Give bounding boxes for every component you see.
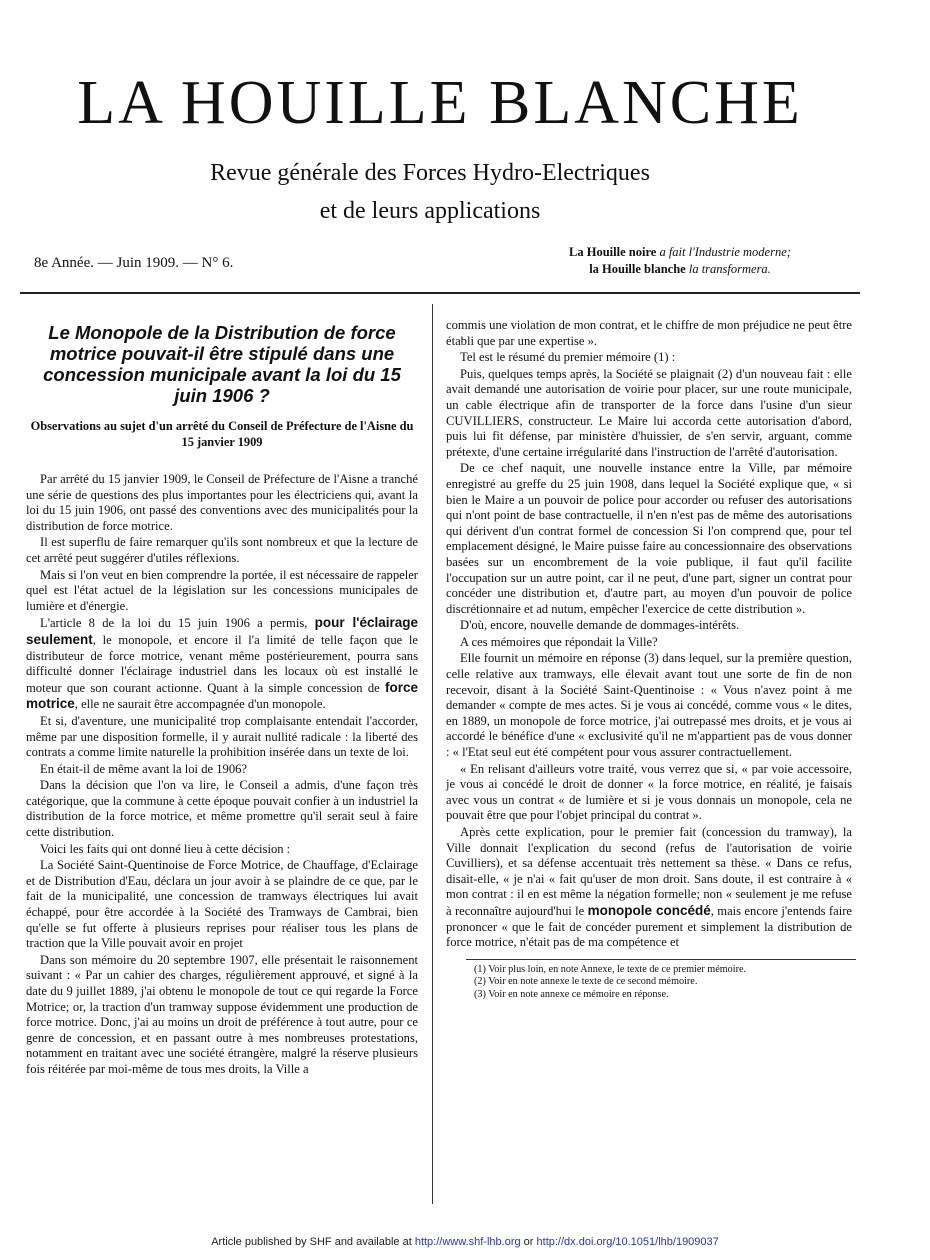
- masthead-subtitle-line1: Revue générale des Forces Hydro-Electriques: [210, 160, 650, 186]
- text-run: , elle ne saurait être accompagnée d'un monopole.: [74, 697, 326, 712]
- motto-line2-rest: la transformera.: [685, 262, 771, 276]
- paragraph: Et si, d'aventure, une municipalité trop complaisante entendait l'accorder, même par une disposition formelle, il y aurait nullité radicale : la liberté des contrats a comme limite naturelle la prohibition insérée dans un texte de loi.: [26, 713, 418, 760]
- text-run: , mais encore j'entends faire prononcer « que le fait de concéder purement et simplement la distribution de force motrice, n'était pas de ma compétence et: [446, 903, 852, 950]
- article-observations: Observations au sujet d'un arrêté du Conseil de Préfecture de l'Aisne du 15 janvier 1909: [30, 419, 414, 449]
- motto-line1-rest: a fait l'Industrie moderne;: [656, 245, 791, 259]
- motto-line2-bold: la Houille blanche: [589, 262, 686, 276]
- issue-label: 8e Année. — Juin 1909. — N° 6.: [34, 255, 234, 271]
- paragraph: D'où, encore, nouvelle demande de dommages-intérêts.: [460, 618, 740, 633]
- paragraph: Tel est le résumé du premier mémoire (1) :: [460, 350, 676, 365]
- footnotes: [474, 964, 852, 1002]
- masthead-title: LA HOUILLE BLANCHE: [77, 69, 803, 137]
- footnote-divider: [466, 959, 856, 960]
- header-divider: [20, 292, 860, 294]
- footnote: (1) Voir plus loin, en note Annexe, le texte de ce premier mémoire.: [474, 963, 747, 975]
- paragraph: « En relisant d'ailleurs votre traité, vous verrez que si, « par voie accessoire, je vous ai concédé le droit de donner « la force motrice, en réalité, je faisais avec vous un contrat « de lumière et si je vous donnais un monopole, cela ne pouvait être que pour l'objet principal du contrat ».: [446, 761, 852, 823]
- footer-link-doi[interactable]: http://dx.doi.org/10.1051/lhb/1909037: [536, 1236, 719, 1248]
- masthead-subtitle-line2: et de leurs applications: [319, 198, 541, 224]
- motto: [500, 244, 860, 278]
- footnote: (2) Voir en note annexe le texte de ce second mémoire.: [474, 976, 698, 988]
- paragraph: Dans son mémoire du 20 septembre 1907, elle présentait le raisonnement suivant : « Par un cahier des charges, régulièrement approuvé, et signé à la date du 9 juillet 1889, j'ai obtenu le monopole de tout ce qui regarde la Force Motrice; or, la traction d'un tramway suppose évidemment une production de force motrice. Donc, j'ai au moins un droit de préférence à tout autre, pour ce genre de concession, et en passant outre à mes nombreuses protestations, notamment en traitant avec une société étrangère, malgré la réserve plusieurs fois réitérée par moi-même de tous mes droits, la Ville a: [26, 952, 418, 1076]
- paragraph: Puis, quelques temps après, la Société se plaignait (2) d'un nouveau fait : elle avait demandé une autorisation de voirie pour placer, sur une route municipale, un cable électrique afin de transporter de la force dans l'usine d'un sieur CUVILLIERS, constructeur. Le Maire lui accorda cette autorisation d'abord, puis lui fit défense, par ministère d'huissier, de s'en servir, arguant, comme prétexte, d'une certaine irrégularité dans l'instruction de l'arrêté d'autorisation.: [446, 366, 852, 459]
- text-run: Après cette explication, pour le premier fait (concession du tramway), la Ville donnait l'explication du second (refus de l'autorisation de voirie Cuvilliers), et sa défense accentuait très nettement sa thèse. « Dans ce refus, disait-elle, « je n'ai « fait qu'user de mon droit. Sans doute, il est contraire à « mon contrat : il en est même la négation formelle; non « seulement je me refuse à reconnaître aujourd'hui le: [446, 825, 852, 918]
- paragraph: Par arrêté du 15 janvier 1909, le Conseil de Préfecture de l'Aisne a tranché une série de questions des plus importantes pour les électriciens qui, avant la loi du 15 juin 1906, ont passé des conventions avec des municipalités pour la distribution de force motrice.: [26, 472, 418, 533]
- article-right-column: [446, 318, 852, 1001]
- article-left-column: [26, 320, 418, 1079]
- paragraph: commis une violation de mon contrat, et le chiffre de mon préjudice ne peut être établi que par une expertise ».: [446, 318, 852, 348]
- paragraph-monopole: [446, 825, 852, 951]
- text-run: L'article 8 de la loi du 15 juin 1906 a permis,: [40, 616, 315, 631]
- paragraph: Mais si l'on veut en bien comprendre la portée, il est nécessaire de rappeler quel est l'état actuel de la législation sur les concessions municipales de lumière et d'énergie.: [26, 567, 418, 613]
- footer-link-shf[interactable]: http://www.shf-lhb.org: [414, 1236, 521, 1248]
- motto-line1: [500, 244, 860, 261]
- paragraph: En était-il de même avant la loi de 1906?: [40, 761, 248, 776]
- paragraph: A ces mémoires que répondait la Ville?: [460, 634, 658, 649]
- text-run: , le monopole, et encore il l'a limité de telle façon que le distributeur de force motrice, venant même postérieurement, pourra sans difficulté donner l'éclairage industriel dans les locaux où est installé le moteur que son courant actionne. Quant à la simple concession de: [26, 632, 418, 695]
- paragraph: De ce chef naquit, une nouvelle instance entre la Ville, par mémoire enregistré au greffe du 25 juin 1908, dans lequel la Société explique que, « si bien le Maire a un pouvoir de police pour accorder ou refuser des autorisations qui n'ont point de base contractuelle, il n'en n'est pas de même des autorisations qui dérivent d'un contrat formel de concession Si l'on comprend que, pour tel emplacement désigné, le Maire puisse faire au concessionnaire des observations basées sur un encombrement de la voie publique, il faut qu'il facilite l'occupation sur un autre point, car il ne peut, d'une part, signer un contrat pour concéder une distribution et, d'autre part, au moyen d'un pouvoir de police discrétionnaire et ad nutum, empêcher l'exercice de cette distribution ».: [446, 461, 852, 616]
- footnote: (3) Voir en note annexe ce mémoire en réponse.: [474, 988, 669, 1000]
- footer-prefix: Article published by SHF and available at: [211, 1236, 415, 1248]
- column-divider: [432, 304, 433, 1204]
- paragraph: Elle fournit un mémoire en réponse (3) dans lequel, sur la première question, celle relative aux tramways, elle élevait avant tout une sorte de fin de non recevoir, disant à la Société Saint-Quentinoise : « Vous n'avez point à me demander « compte de mes actes. Si je vous ai concédé, comme vous « le dites, en 1889, un monopole de force motrice, j'ai outrepassé mes droits, et je vous ai accordé le bénéfice d'une « exclusivité qu'il ne m'appartient pas de vous donner : « l'Etat seul eut été compétent pour vous assurer contractuellement.: [446, 651, 852, 760]
- motto-line2: [500, 261, 860, 278]
- motto-line1-bold: La Houille noire: [569, 245, 657, 259]
- paragraph: Dans la décision que l'on va lire, le Conseil a admis, d'une façon très catégorique, que la commune à cette époque pouvait confier à un industriel la distribution de la force motrice, et même promettre qu'il serait seul à faire cette distribution.: [26, 778, 418, 840]
- footer-middle: or: [520, 1236, 537, 1248]
- article-headline: Le Monopole de la Distribution de force motrice pouvait-il être stipulé dans une concession municipale avant la loi du 15 juin 1906 ?: [43, 322, 401, 406]
- emphasis-force-motrice: force motrice: [26, 679, 418, 712]
- emphasis-eclairage: pour l'éclairage seulement: [26, 615, 418, 647]
- paragraph: Voici les faits qui ont donné lieu à cette décision :: [40, 841, 291, 856]
- paragraph: La Société Saint-Quentinoise de Force Motrice, de Chauffage, d'Eclairage et de Distribution d'Eau, déclara un jour avoir à se plaindre de ce que, par le fait de la municipalité, une concession de tramways électriques lui avait échappé, pour être accordée à la Société des Tramways de Cambrai, bien qu'elle se fut offerte à plusieurs reprises pour réaliser tous les plans de traction que la Ville pouvait avoir en projet: [26, 858, 418, 951]
- paragraph-article-8: [26, 615, 418, 713]
- paragraph: Il est superflu de faire remarquer qu'ils sont nombreux et que la lecture de cet arrêté peut suggérer d'utiles réflexions.: [26, 535, 418, 565]
- publication-footer: [0, 1236, 930, 1248]
- emphasis-monopole: monopole concédé: [587, 902, 711, 918]
